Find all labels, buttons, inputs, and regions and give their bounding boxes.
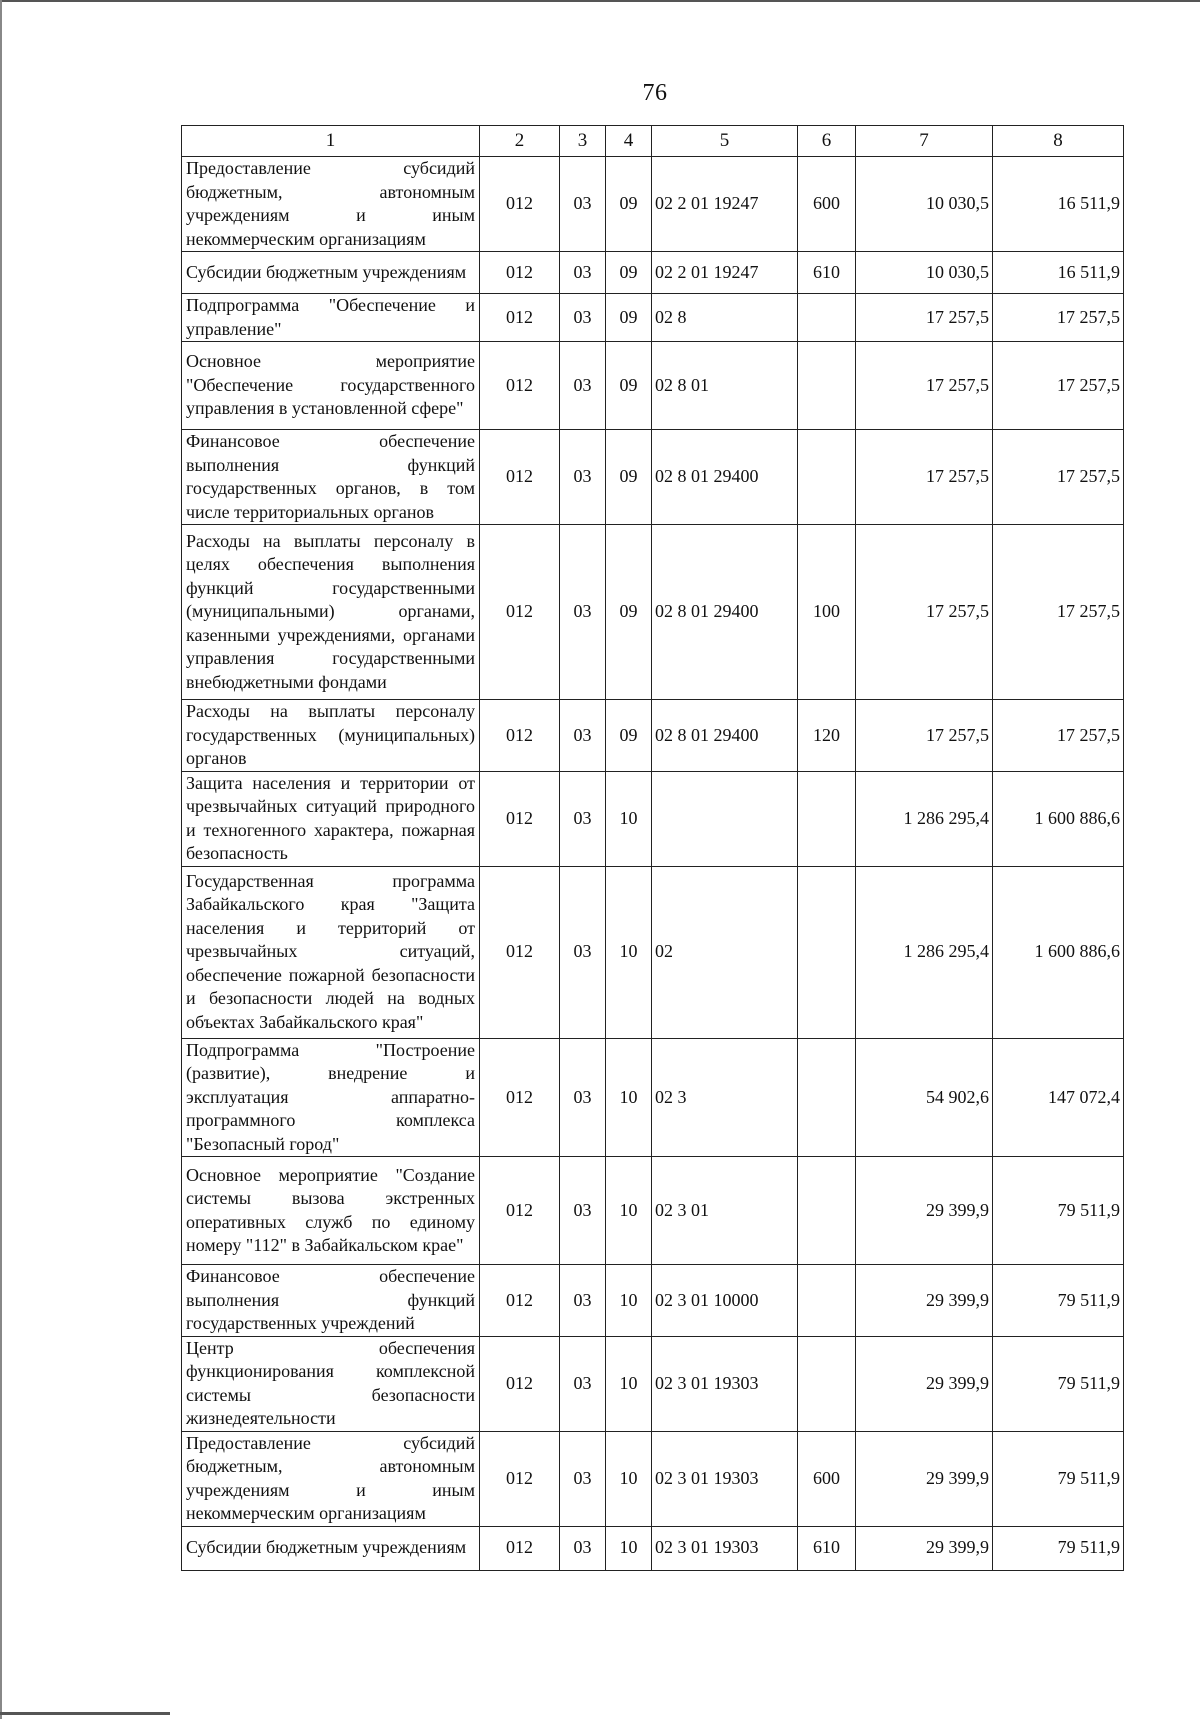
cell-expense-type: 120 bbox=[798, 700, 856, 772]
cell-target-article bbox=[652, 771, 798, 866]
cell-section: 03 bbox=[560, 1157, 606, 1265]
cell-subsection: 10 bbox=[606, 1336, 652, 1431]
cell-expense-type bbox=[798, 1265, 856, 1337]
cell-target-article: 02 3 01 19303 bbox=[652, 1431, 798, 1526]
cell-subsection: 09 bbox=[606, 700, 652, 772]
cell-amount-year-1: 29 399,9 bbox=[856, 1157, 993, 1265]
cell-amount-year-1: 10 030,5 bbox=[856, 157, 993, 252]
column-header-amount-year-1: 7 bbox=[856, 126, 993, 157]
budget-table bbox=[181, 125, 1124, 1571]
cell-amount-year-1: 17 257,5 bbox=[856, 342, 993, 430]
cell-subsection: 10 bbox=[606, 1157, 652, 1265]
cell-subsection: 09 bbox=[606, 430, 652, 525]
cell-section: 03 bbox=[560, 252, 606, 294]
cell-admin-code: 012 bbox=[480, 294, 560, 342]
cell-section: 03 bbox=[560, 1038, 606, 1157]
cell-amount-year-2: 1 600 886,6 bbox=[993, 771, 1124, 866]
cell-target-article: 02 bbox=[652, 866, 798, 1038]
cell-name: Подпрограмма "Построение (развитие), внедрение и эксплуатация аппаратно-программного комплекса "Безопасный город" bbox=[182, 1038, 480, 1157]
cell-expense-type bbox=[798, 294, 856, 342]
cell-admin-code: 012 bbox=[480, 1265, 560, 1337]
table-row bbox=[182, 252, 1124, 294]
cell-name: Предоставление субсидий бюджетным, автономным учреждениям и иным некоммерческим организациям bbox=[182, 1431, 480, 1526]
cell-target-article: 02 3 01 19303 bbox=[652, 1526, 798, 1570]
table-row bbox=[182, 866, 1124, 1038]
cell-section: 03 bbox=[560, 342, 606, 430]
cell-admin-code: 012 bbox=[480, 1431, 560, 1526]
table-row bbox=[182, 1526, 1124, 1570]
table-row bbox=[182, 771, 1124, 866]
cell-expense-type: 610 bbox=[798, 252, 856, 294]
table-row bbox=[182, 1038, 1124, 1157]
cell-subsection: 09 bbox=[606, 157, 652, 252]
cell-admin-code: 012 bbox=[480, 252, 560, 294]
cell-amount-year-2: 79 511,9 bbox=[993, 1336, 1124, 1431]
column-header-subsection: 4 bbox=[606, 126, 652, 157]
cell-admin-code: 012 bbox=[480, 1336, 560, 1431]
cell-admin-code: 012 bbox=[480, 157, 560, 252]
table-row bbox=[182, 1336, 1124, 1431]
cell-expense-type bbox=[798, 771, 856, 866]
cell-target-article: 02 8 01 29400 bbox=[652, 430, 798, 525]
cell-section: 03 bbox=[560, 1431, 606, 1526]
cell-subsection: 09 bbox=[606, 342, 652, 430]
cell-name: Финансовое обеспечение выполнения функций государственных учреждений bbox=[182, 1265, 480, 1337]
scan-edge-left bbox=[0, 0, 2, 1719]
cell-name: Субсидии бюджетным учреждениям bbox=[182, 252, 480, 294]
scan-edge-top bbox=[0, 0, 1200, 2]
cell-subsection: 10 bbox=[606, 1265, 652, 1337]
cell-admin-code: 012 bbox=[480, 771, 560, 866]
cell-section: 03 bbox=[560, 1336, 606, 1431]
cell-name: Центр обеспечения функционирования комплексной системы безопасности жизнедеятельности bbox=[182, 1336, 480, 1431]
cell-amount-year-2: 17 257,5 bbox=[993, 525, 1124, 700]
cell-expense-type bbox=[798, 1038, 856, 1157]
cell-amount-year-2: 16 511,9 bbox=[993, 157, 1124, 252]
cell-amount-year-2: 17 257,5 bbox=[993, 342, 1124, 430]
cell-section: 03 bbox=[560, 1265, 606, 1337]
cell-name: Субсидии бюджетным учреждениям bbox=[182, 1526, 480, 1570]
cell-amount-year-2: 79 511,9 bbox=[993, 1431, 1124, 1526]
column-header-admin-code: 2 bbox=[480, 126, 560, 157]
cell-amount-year-2: 79 511,9 bbox=[993, 1265, 1124, 1337]
cell-target-article: 02 8 01 bbox=[652, 342, 798, 430]
cell-expense-type: 610 bbox=[798, 1526, 856, 1570]
cell-amount-year-1: 54 902,6 bbox=[856, 1038, 993, 1157]
table-row bbox=[182, 525, 1124, 700]
cell-amount-year-2: 79 511,9 bbox=[993, 1157, 1124, 1265]
cell-name: Защита населения и территории от чрезвычайных ситуаций природного и техногенного характера, пожарная безопасность bbox=[182, 771, 480, 866]
cell-section: 03 bbox=[560, 700, 606, 772]
cell-expense-type: 600 bbox=[798, 157, 856, 252]
cell-amount-year-1: 29 399,9 bbox=[856, 1336, 993, 1431]
cell-subsection: 10 bbox=[606, 1431, 652, 1526]
cell-name: Основное мероприятие "Обеспечение государственного управления в установленной сфере" bbox=[182, 342, 480, 430]
cell-name: Государственная программа Забайкальского края "Защита населения и территорий от чрезвычайных ситуаций, обеспечение пожарной безопасности и безопасности людей на водных объектах Забайкальского края" bbox=[182, 866, 480, 1038]
cell-amount-year-2: 16 511,9 bbox=[993, 252, 1124, 294]
cell-admin-code: 012 bbox=[480, 866, 560, 1038]
cell-amount-year-2: 17 257,5 bbox=[993, 430, 1124, 525]
table-row bbox=[182, 342, 1124, 430]
cell-section: 03 bbox=[560, 525, 606, 700]
cell-amount-year-2: 79 511,9 bbox=[993, 1526, 1124, 1570]
table-row bbox=[182, 1265, 1124, 1337]
cell-target-article: 02 3 01 bbox=[652, 1157, 798, 1265]
scan-edge-bottom bbox=[0, 1712, 170, 1715]
column-header-name: 1 bbox=[182, 126, 480, 157]
cell-section: 03 bbox=[560, 1526, 606, 1570]
cell-target-article: 02 3 01 19303 bbox=[652, 1336, 798, 1431]
column-header-amount-year-2: 8 bbox=[993, 126, 1124, 157]
cell-admin-code: 012 bbox=[480, 525, 560, 700]
cell-name: Основное мероприятие "Создание системы вызова экстренных оперативных служб по единому номеру "112" в Забайкальском крае" bbox=[182, 1157, 480, 1265]
cell-expense-type bbox=[798, 866, 856, 1038]
cell-expense-type bbox=[798, 342, 856, 430]
cell-subsection: 10 bbox=[606, 866, 652, 1038]
cell-expense-type: 600 bbox=[798, 1431, 856, 1526]
column-header-expense-type: 6 bbox=[798, 126, 856, 157]
cell-subsection: 09 bbox=[606, 294, 652, 342]
table-row bbox=[182, 294, 1124, 342]
cell-section: 03 bbox=[560, 771, 606, 866]
cell-amount-year-2: 17 257,5 bbox=[993, 294, 1124, 342]
cell-expense-type: 100 bbox=[798, 525, 856, 700]
cell-subsection: 09 bbox=[606, 525, 652, 700]
column-header-target-article: 5 bbox=[652, 126, 798, 157]
cell-subsection: 10 bbox=[606, 1526, 652, 1570]
cell-target-article: 02 8 bbox=[652, 294, 798, 342]
column-header-section: 3 bbox=[560, 126, 606, 157]
table-row bbox=[182, 1431, 1124, 1526]
cell-amount-year-1: 29 399,9 bbox=[856, 1526, 993, 1570]
table-row bbox=[182, 157, 1124, 252]
cell-section: 03 bbox=[560, 157, 606, 252]
cell-expense-type bbox=[798, 1157, 856, 1265]
cell-admin-code: 012 bbox=[480, 1038, 560, 1157]
cell-amount-year-1: 17 257,5 bbox=[856, 700, 993, 772]
cell-amount-year-2: 1 600 886,6 bbox=[993, 866, 1124, 1038]
cell-expense-type bbox=[798, 1336, 856, 1431]
cell-name: Расходы на выплаты персоналу в целях обеспечения выполнения функций государственными (муниципальными) органами, казенными учреждениями, органами управления государственными внебюджетными фондами bbox=[182, 525, 480, 700]
cell-target-article: 02 3 bbox=[652, 1038, 798, 1157]
table-body bbox=[182, 157, 1124, 1571]
cell-expense-type bbox=[798, 430, 856, 525]
cell-admin-code: 012 bbox=[480, 1526, 560, 1570]
cell-amount-year-1: 29 399,9 bbox=[856, 1265, 993, 1337]
cell-section: 03 bbox=[560, 430, 606, 525]
cell-amount-year-1: 17 257,5 bbox=[856, 430, 993, 525]
cell-name: Расходы на выплаты персоналу государственных (муниципальных) органов bbox=[182, 700, 480, 772]
cell-target-article: 02 3 01 10000 bbox=[652, 1265, 798, 1337]
cell-admin-code: 012 bbox=[480, 1157, 560, 1265]
cell-amount-year-1: 29 399,9 bbox=[856, 1431, 993, 1526]
cell-target-article: 02 2 01 19247 bbox=[652, 252, 798, 294]
table-row bbox=[182, 1157, 1124, 1265]
cell-amount-year-1: 17 257,5 bbox=[856, 294, 993, 342]
cell-name: Подпрограмма "Обеспечение и управление" bbox=[182, 294, 480, 342]
cell-section: 03 bbox=[560, 866, 606, 1038]
cell-target-article: 02 8 01 29400 bbox=[652, 525, 798, 700]
table-row bbox=[182, 430, 1124, 525]
cell-target-article: 02 2 01 19247 bbox=[652, 157, 798, 252]
cell-name: Финансовое обеспечение выполнения функций государственных органов, в том числе территориальных органов bbox=[182, 430, 480, 525]
cell-amount-year-1: 1 286 295,4 bbox=[856, 866, 993, 1038]
cell-amount-year-1: 1 286 295,4 bbox=[856, 771, 993, 866]
cell-section: 03 bbox=[560, 294, 606, 342]
table-row bbox=[182, 700, 1124, 772]
cell-subsection: 09 bbox=[606, 252, 652, 294]
cell-admin-code: 012 bbox=[480, 700, 560, 772]
cell-subsection: 10 bbox=[606, 1038, 652, 1157]
cell-amount-year-1: 10 030,5 bbox=[856, 252, 993, 294]
cell-name: Предоставление субсидий бюджетным, автономным учреждениям и иным некоммерческим организациям bbox=[182, 157, 480, 252]
cell-amount-year-1: 17 257,5 bbox=[856, 525, 993, 700]
cell-target-article: 02 8 01 29400 bbox=[652, 700, 798, 772]
cell-admin-code: 012 bbox=[480, 430, 560, 525]
table-header-row bbox=[182, 126, 1124, 157]
cell-subsection: 10 bbox=[606, 771, 652, 866]
cell-amount-year-2: 147 072,4 bbox=[993, 1038, 1124, 1157]
cell-admin-code: 012 bbox=[480, 342, 560, 430]
page-number: 76 bbox=[642, 80, 668, 106]
cell-amount-year-2: 17 257,5 bbox=[993, 700, 1124, 772]
